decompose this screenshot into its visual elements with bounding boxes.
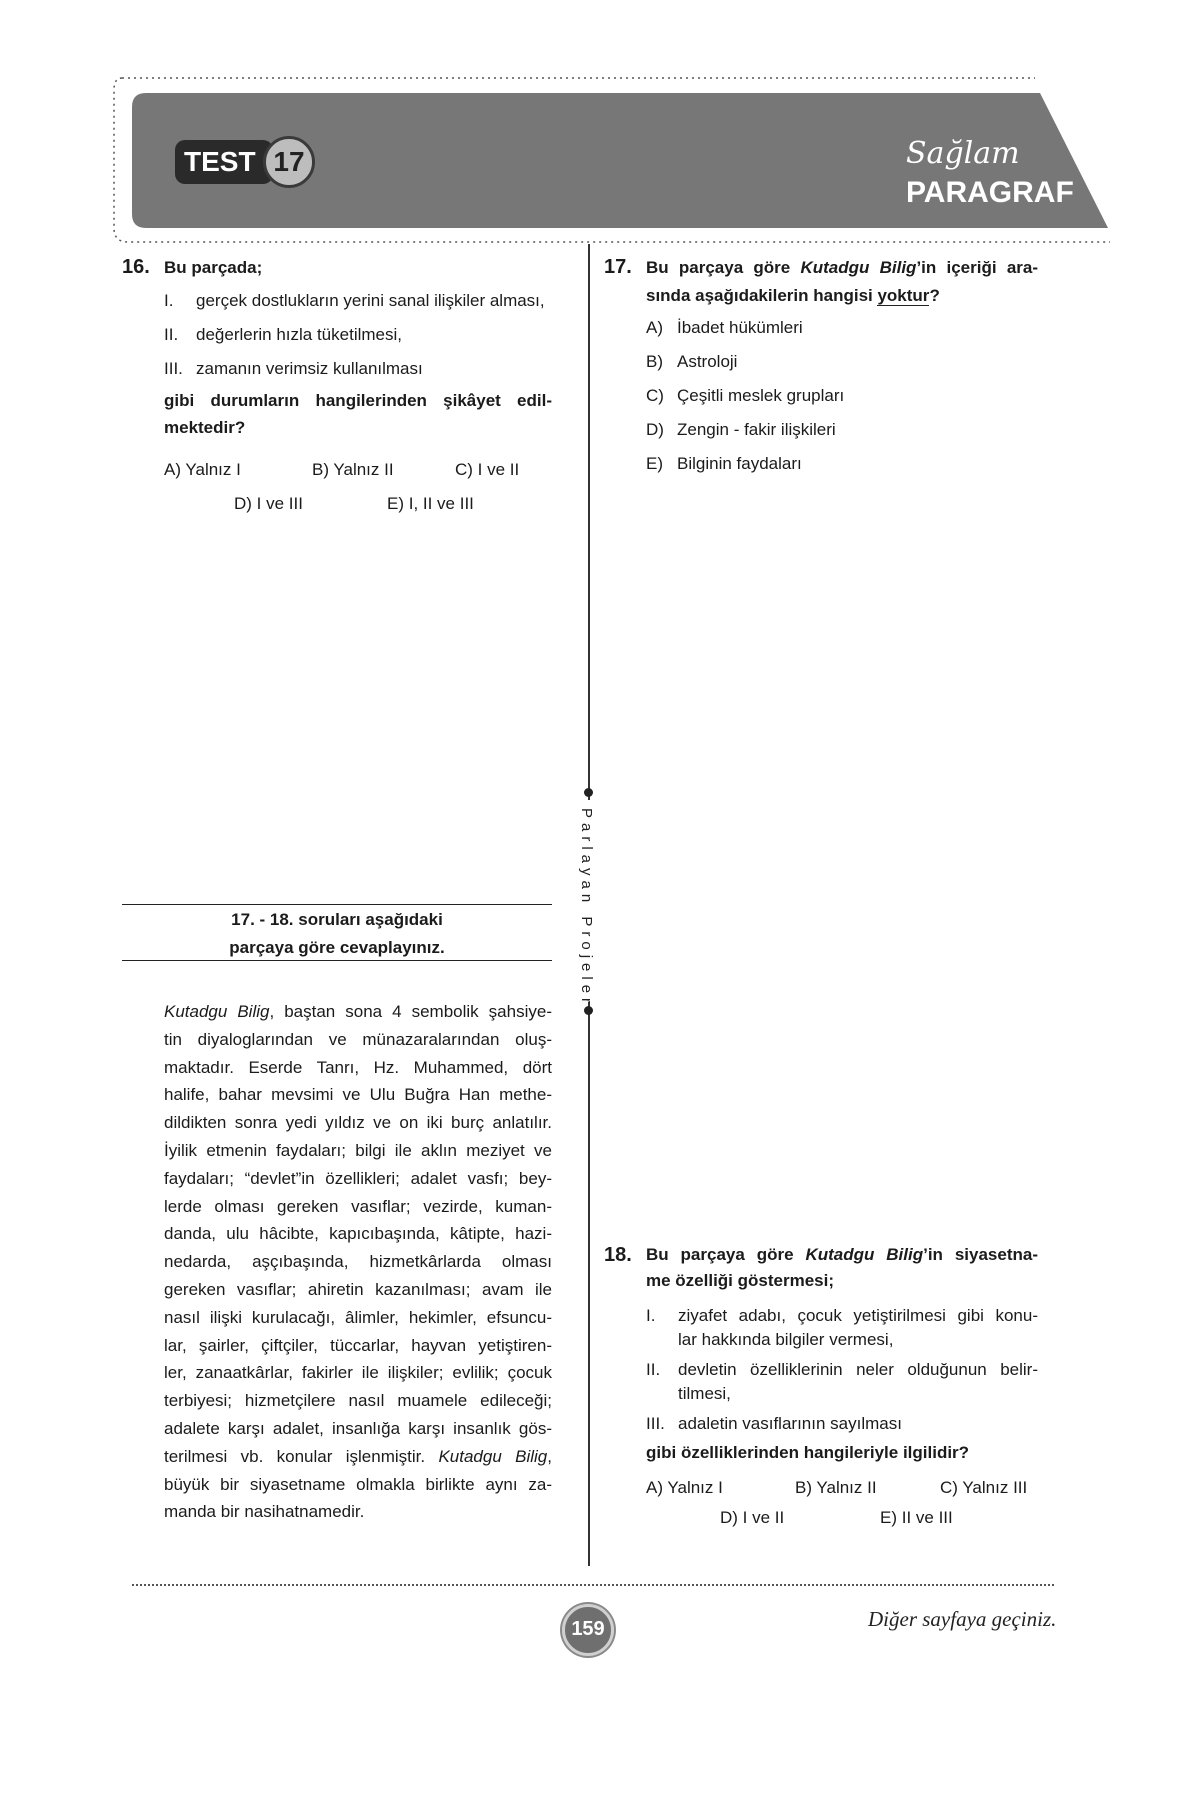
question-number: 17. xyxy=(604,256,632,278)
book-title: Kutadgu Bilig xyxy=(438,1446,548,1466)
passage-line: ler, zanaatkârlar, fakirler ile ilişkiler; evlilik; çocuk xyxy=(164,1363,552,1383)
passage-line: manda bir nasihatnamedir. xyxy=(164,1502,365,1522)
question-text-line: gibi özelliklerinden hangileriyle ilgilidir? xyxy=(646,1443,970,1462)
instruction-line: parçaya göre cevaplayınız. xyxy=(229,938,445,957)
statement-text: devletin özelliklerinin neler olduğunun belir- xyxy=(678,1360,1038,1379)
roman-numeral: III. xyxy=(646,1414,665,1433)
question-text-line: gibi durumların hangilerinden şikâyet edil- xyxy=(164,391,552,410)
question-stem-line xyxy=(646,254,1038,282)
passage-line: terbiyesi; hizmetçilere nasıl muamele edileceği; xyxy=(164,1391,552,1411)
option-a-text[interactable]: İbadet hükümleri xyxy=(677,318,803,337)
option-a[interactable]: A) Yalnız I xyxy=(164,460,241,479)
roman-numeral: I. xyxy=(164,291,174,310)
statement-text: lar hakkında bilgiler vermesi, xyxy=(678,1330,894,1349)
passage-line: İyilik etmenin faydaları; bilgi ile aklın meziyet ve xyxy=(164,1140,552,1160)
passage-line: faydaları; “devlet”in özellikleri; adalet vasfı; bey- xyxy=(164,1168,552,1188)
statement-text: adaletin vasıflarının sayılması xyxy=(678,1414,902,1433)
option-d-text[interactable]: Zengin - fakir ilişkileri xyxy=(677,420,836,439)
passage-line: büyük bir siyasetname olmakla birlikte aynı za- xyxy=(164,1474,552,1494)
option-b[interactable]: B) Yalnız II xyxy=(312,460,394,479)
question-stem: Bu parçada; xyxy=(164,258,263,277)
passage-line: adalete karşı adalet, insanlığa karşı insanlık gös- xyxy=(164,1418,552,1438)
passage-text: , baştan sona 4 sembolik şahsiye- xyxy=(269,1002,552,1021)
stem-text: Bu parçaya göre xyxy=(646,1245,806,1264)
statement-text: gerçek dostlukların yerini sanal ilişkiler alması, xyxy=(196,291,545,310)
passage-line: nedarda, aşçıbaşında, hizmetkârlarda olması xyxy=(164,1252,552,1272)
option-b[interactable]: B) Yalnız II xyxy=(795,1478,877,1497)
roman-numeral: II. xyxy=(164,325,179,344)
stem-text: ? xyxy=(929,286,940,305)
header-banner xyxy=(0,0,1200,260)
stem-text: Bu parçaya göre xyxy=(646,258,801,277)
question-text-line: mektedir? xyxy=(164,418,246,437)
question-stem-line xyxy=(646,1242,1038,1268)
passage-line: halife, bahar mevsimi ve Ulu Buğra Han methe- xyxy=(164,1085,552,1105)
footer-rule xyxy=(132,1584,1054,1586)
option-c-letter[interactable]: C) xyxy=(646,386,664,405)
option-e-text[interactable]: Bilginin faydaları xyxy=(677,454,802,473)
roman-numeral: I. xyxy=(646,1306,656,1325)
next-page-note: Diğer sayfaya geçiniz. xyxy=(868,1607,1057,1631)
passage-line: danda, ulu hâcibte, kapıcıbaşında, kâtipte, hazi- xyxy=(164,1224,552,1244)
book-title: Kutadgu Bilig xyxy=(805,1245,924,1264)
passage xyxy=(164,998,552,1526)
emphasis-underlined: yoktur xyxy=(877,286,930,305)
test-number: 17 xyxy=(273,146,305,177)
option-a[interactable]: A) Yalnız I xyxy=(646,1478,723,1497)
option-e[interactable]: E) II ve III xyxy=(880,1508,953,1527)
rule-top xyxy=(122,904,552,905)
passage-line: dildikten sonra yedi yıldız ve on iki burç anlatılır. xyxy=(164,1113,552,1133)
option-e[interactable]: E) I, II ve III xyxy=(387,494,474,513)
statement-text: tilmesi, xyxy=(678,1384,731,1403)
statement-text: değerlerin hızla tüketilmesi, xyxy=(196,325,402,344)
brand-script: Sağlam xyxy=(906,136,1020,171)
option-c[interactable]: C) I ve II xyxy=(455,460,520,479)
question-stem-line xyxy=(646,282,940,310)
question-number: 18. xyxy=(604,1244,632,1266)
statement-text: zamanın verimsiz kullanılması xyxy=(196,359,423,378)
option-c[interactable]: C) Yalnız III xyxy=(940,1478,1028,1497)
brand-title: PARAGRAF xyxy=(906,176,1074,209)
statement-text: ziyafet adabı, çocuk yetiştirilmesi gibi konu- xyxy=(678,1306,1038,1325)
question-stem-line: me özelliği göstermesi; xyxy=(646,1271,834,1290)
instruction-line: 17. - 18. soruları aşağıdaki xyxy=(231,910,443,929)
option-c-text[interactable]: Çeşitli meslek grupları xyxy=(677,386,845,405)
stem-text: ’in siyasetna- xyxy=(923,1245,1038,1264)
option-d[interactable]: D) I ve III xyxy=(234,494,303,513)
passage-line: maktadır. Eserde Tanrı, Hz. Muhammed, dört xyxy=(164,1057,552,1077)
passage-line: lar, şairler, çiftçiler, tüccarlar, hayvan yetiştiren- xyxy=(164,1335,552,1355)
side-text: Parlayan Projeler xyxy=(578,808,595,1009)
passage-text: terilmesi vb. konular işlenmiştir. xyxy=(164,1446,439,1466)
option-d-letter[interactable]: D) xyxy=(646,420,664,439)
passage-line: nasıl ilişki kurulacağı, âlimler, hekimler, efsuncu- xyxy=(164,1307,552,1327)
passage-text: , xyxy=(547,1446,552,1466)
test-label: TEST xyxy=(184,146,256,177)
book-title: Kutadgu Bilig xyxy=(800,258,917,277)
book-title: Kutadgu Bilig xyxy=(164,1002,270,1021)
rule-bottom xyxy=(122,960,552,961)
roman-numeral: III. xyxy=(164,359,183,378)
option-b-letter[interactable]: B) xyxy=(646,352,663,371)
option-d[interactable]: D) I ve II xyxy=(720,1508,785,1527)
roman-numeral: II. xyxy=(646,1360,661,1379)
stem-text: ’in içeriği ara- xyxy=(916,258,1038,277)
option-a-letter[interactable]: A) xyxy=(646,318,663,337)
page-number: 159 xyxy=(571,1618,605,1640)
passage-line: tin diyaloglarından ve münazaralarından oluş- xyxy=(164,1029,552,1049)
option-e-letter[interactable]: E) xyxy=(646,454,663,473)
stem-text: sında aşağıdakilerin hangisi xyxy=(646,286,878,305)
option-b-text[interactable]: Astroloji xyxy=(677,352,738,371)
passage-line: lerde olması gereken vasıflar; vezirde, kuman- xyxy=(164,1196,552,1216)
passage-line: gereken vasıflar; ahiretin kazanılması; avam ile xyxy=(164,1279,552,1299)
side-dot-top xyxy=(584,788,593,797)
question-number: 16. xyxy=(122,256,150,278)
